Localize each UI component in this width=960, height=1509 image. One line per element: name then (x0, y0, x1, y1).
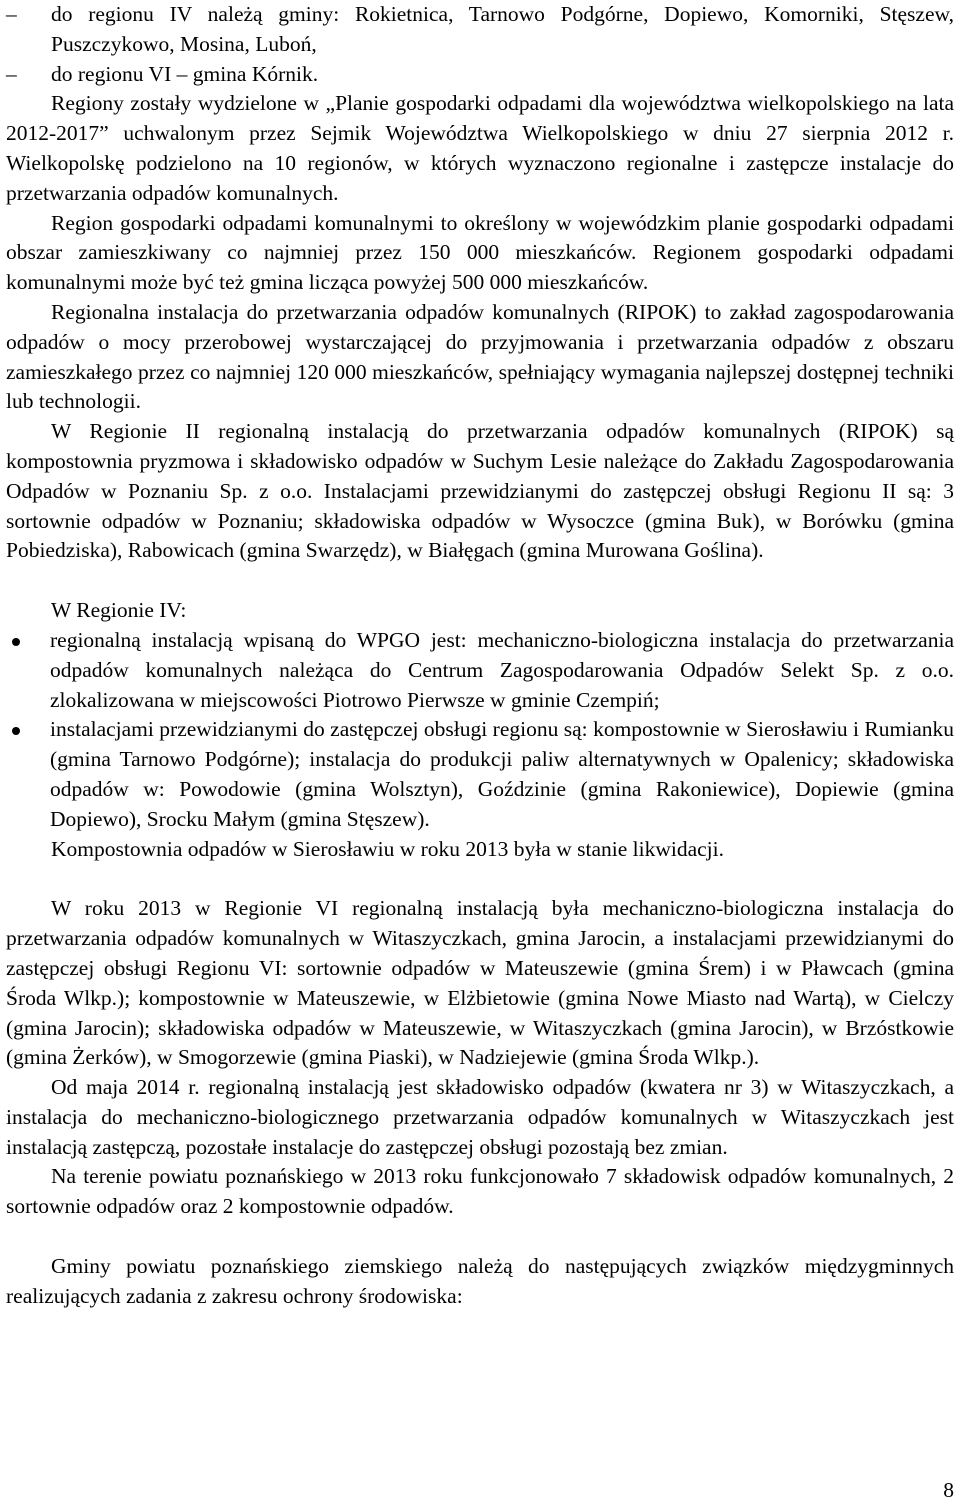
region-iv-heading: W Regionie IV: (51, 598, 187, 623)
paragraph-region-vi: W roku 2013 w Regionie VI regionalną instalacją była mechaniczno-biologiczna instalacja do przetwarzania odpadów komunalnych w Witaszyczkach, gmina Jarocin, a instalacjami przewidzianymi do zastępczej obsługi Regionu VI: sortownie odpadów w Mateuszewie (gmina Śrem) i w Pławcach (gmina Środa Wlkp.); kompostownie w Mateuszewie, w Elżbietowie (gmina Nowe Miasto nad Wartą), w Cielczy (gmina Jarocin); składowiska odpadów w Mateuszewie, w Witaszyczkach (gmina Jarocin), w Brzóstkowie (gmina Żerków), w Smogorzewie (gmina Piaski), w Nadziejewie (gmina Środa Wlkp.). (6, 896, 954, 1070)
spacer (6, 566, 954, 596)
spacer (6, 864, 954, 894)
dash-marker: – (6, 61, 17, 86)
paragraph-poznan-district: Na terenie powiatu poznańskiego w 2013 roku funkcjonowało 7 składowisk odpadów komunalnych, 2 sortownie odpadów oraz 2 kompostownie odpadów. (6, 1164, 954, 1219)
list-item-text: regionalną instalacją wpisaną do WPGO jest: mechaniczno-biologiczna instalacja do przetwarzania odpadów komunalnych należąca do Centrum Zagospodarowania Odpadów Selekt Sp. z o.o. zlokalizowana w miejscowości Piotrowo Pierwsze w gminie Czempiń; (50, 627, 954, 712)
list-item-bullet (6, 626, 954, 715)
bullet-icon (12, 638, 20, 646)
list-item-text: do regionu IV należą gminy: Rokietnica, Tarnowo Podgórne, Dopiewo, Komorniki, Stęszew, Puszczykowo, Mosina, Luboń, (51, 2, 954, 56)
list-item-bullet (6, 715, 954, 834)
paragraph-regions-plan: Regiony zostały wydzielone w „Planie gospodarki odpadami dla województwa wielkopolskiego na lata 2012-2017” uchwalonym przez Sejmik Województwa Wielkopolskiego w dniu 27 sierpnia 2012 r. Wielkopolskę podzielono na 10 regionów, w których wyznaczono regionalne i zastępcze instalacje do przetwarzania odpadów komunalnych. (6, 91, 954, 205)
list-item-dash (6, 60, 954, 90)
spacer (6, 1222, 954, 1252)
region-iv-note: Kompostownia odpadów w Sierosławiu w roku 2013 była w stanie likwidacji. (51, 836, 724, 861)
paragraph-municipal-unions: Gminy powiatu poznańskiego ziemskiego należą do następujących związków międzygminnych realizujących zadania z zakresu ochrony środowiska: (6, 1254, 954, 1308)
list-item-text: do regionu VI – gmina Kórnik. (51, 61, 319, 86)
paragraph-ripok-definition: Regionalna instalacja do przetwarzania odpadów komunalnych (RIPOK) to zakład zagospodarowania odpadów o mocy przerobowej wystarczającej do przyjmowania i przetwarzania odpadów z obszaru zamieszkałego przez co najmniej 120 000 mieszkańców, spełniający wymagania najlepszej dostępnej techniki lub technologii. (6, 299, 954, 414)
bullet-icon (12, 727, 20, 735)
list-item-dash (6, 0, 954, 60)
paragraph-region-ii: W Regionie II regionalną instalacją do przetwarzania odpadów komunalnych (RIPOK) są kompostownia pryzmowa i składowisko odpadów w Suchym Lesie należące do Zakładu Zagospodarowania Odpadów w Poznaniu Sp. z o.o. Instalacjami przewidzianymi do zastępczej obsługi Regionu II są: 3 sortownie odpadów w Poznaniu; składowiska odpadów w Wysoczce (gmina Buk), w Borówku (gmina Pobiedziska), Rabowicach (gmina Swarzędz), w Białęgach (gmina Murowana Goślina). (6, 419, 954, 563)
dash-marker: – (6, 2, 17, 26)
page-number: 8 (943, 1478, 954, 1502)
list-item-text: instalacjami przewidzianymi do zastępczej obsługi regionu są: kompostownie w Sierosławiu i Rumianku (gmina Tarnowo Podgórne); instalacja do produkcji paliw alternatywnych w Opalenicy; składowiska odpadów w: Powodowie (gmina Wolsztyn), Goździnie (gmina Rakoniewice), Dopiewie (gmina Dopiewo), Srocku Małym (gmina Stęszew). (50, 717, 954, 831)
document-page (6, 0, 954, 1312)
paragraph-may-2014: Od maja 2014 r. regionalną instalacją jest składowisko odpadów (kwatera nr 3) w Witaszyczkach, a instalacja do mechaniczno-biologicznego przetwarzania odpadów komunalnych w Witaszyczkach jest instalacją zastępczą, pozostałe instalacje do zastępczej obsługi pozostają bez zmian. (6, 1075, 954, 1159)
paragraph-region-definition: Region gospodarki odpadami komunalnymi to określony w wojewódzkim planie gospodarki odpadami obszar zamieszkiwany co najmniej przez 150 000 mieszkańców. Regionem gospodarki odpadami komunalnymi może być też gmina licząca powyżej 500 000 mieszkańców. (6, 210, 954, 295)
